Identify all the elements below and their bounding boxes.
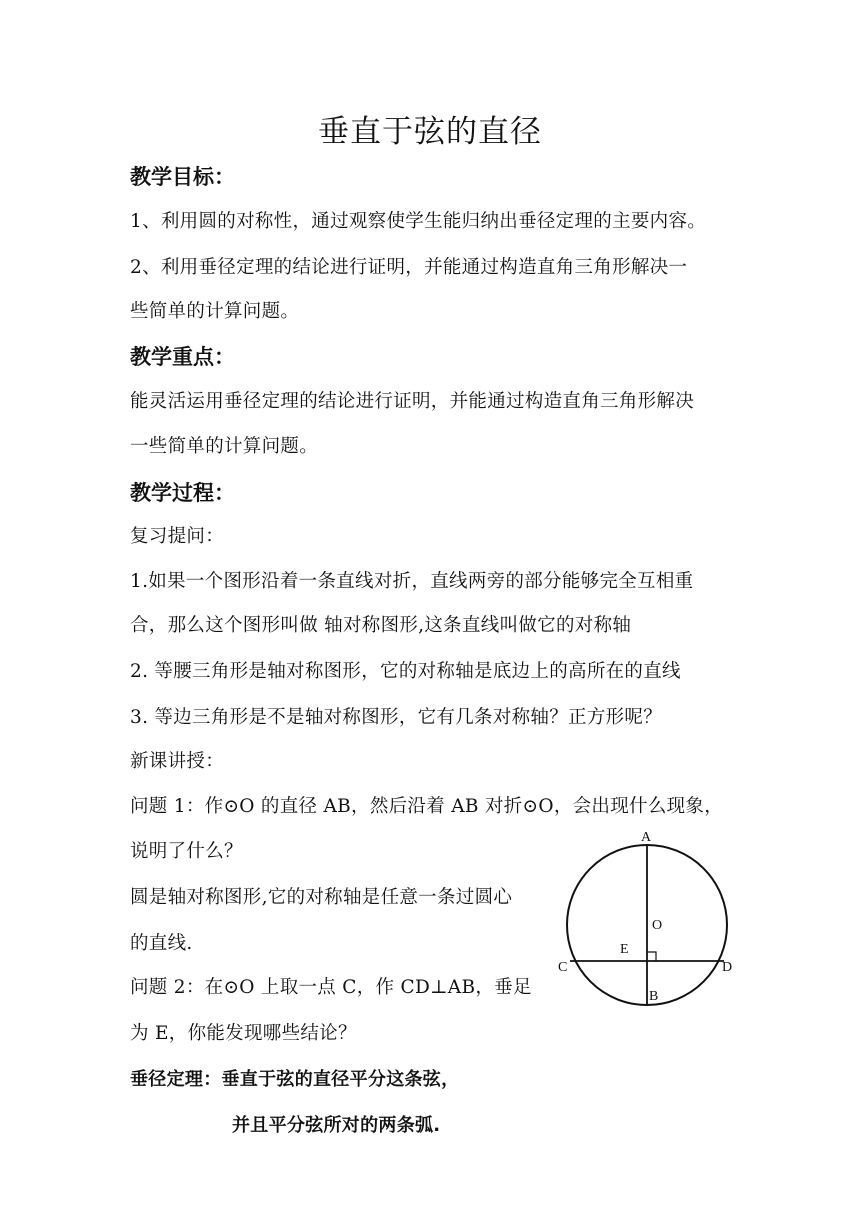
process-line-1: 复习提问： [130, 526, 225, 547]
label-c: C [558, 960, 568, 975]
goals-line-1: 1、利用圆的对称性，通过观察使学生能归纳出垂径定理的主要内容。 [130, 211, 707, 232]
process-line-12: 为 E，你能发现哪些结论？ [130, 1023, 357, 1044]
process-line-4: 2. 等腰三角形是轴对称图形，它的对称轴是底边上的高所在的直线 [130, 661, 681, 682]
label-o: O [652, 918, 663, 933]
label-e: E [620, 942, 629, 957]
label-d: D [722, 960, 733, 975]
process-line-7: 问题 1：作⊙O 的直径 AB，然后沿着 AB 对折⊙O，会出现什么现象， [130, 796, 724, 817]
heading-keypoint: 教学重点： [130, 345, 235, 369]
process-line-5: 3. 等边三角形是不是轴对称图形，它有几条对称轴？正方形呢？ [130, 707, 663, 728]
process-line-3: 合，那么这个图形叫做 轴对称图形,这条直线叫做它的对称轴 [130, 615, 632, 636]
theorem-line-1: 垂径定理：垂直于弦的直径平分这条弦， [130, 1069, 460, 1090]
process-line-9: 圆是轴对称图形,它的对称轴是任意一条过圆心 [130, 887, 513, 908]
process-line-10: 的直线. [130, 933, 193, 954]
goals-line-3: 些简单的计算问题。 [130, 301, 300, 322]
keypoint-line-1: 能灵活运用垂径定理的结论进行证明，并能通过构造直角三角形解决 [130, 391, 695, 412]
goals-line-2: 2、利用垂径定理的结论进行证明，并能通过构造直角三角形解决一 [130, 257, 688, 278]
process-line-6: 新课讲授： [130, 751, 225, 772]
keypoint-line-2: 一些简单的计算问题。 [130, 436, 319, 457]
process-line-2: 1.如果一个图形沿着一条直线对折，直线两旁的部分能够完全互相重 [130, 571, 694, 592]
page-title: 垂直于弦的直径 [318, 114, 542, 150]
label-b: B [649, 989, 659, 1004]
right-angle-mark [647, 952, 656, 961]
heading-goals: 教学目标： [130, 165, 235, 189]
process-line-11: 问题 2：在⊙O 上取一点 C，作 CD⊥AB，垂足 [130, 977, 532, 998]
heading-process: 教学过程： [130, 481, 235, 505]
label-a: A [641, 830, 652, 845]
theorem-line-2: 并且平分弦所对的两条弧. [232, 1115, 441, 1136]
circle-diagram [550, 825, 750, 1010]
process-line-8: 说明了什么？ [130, 841, 243, 862]
